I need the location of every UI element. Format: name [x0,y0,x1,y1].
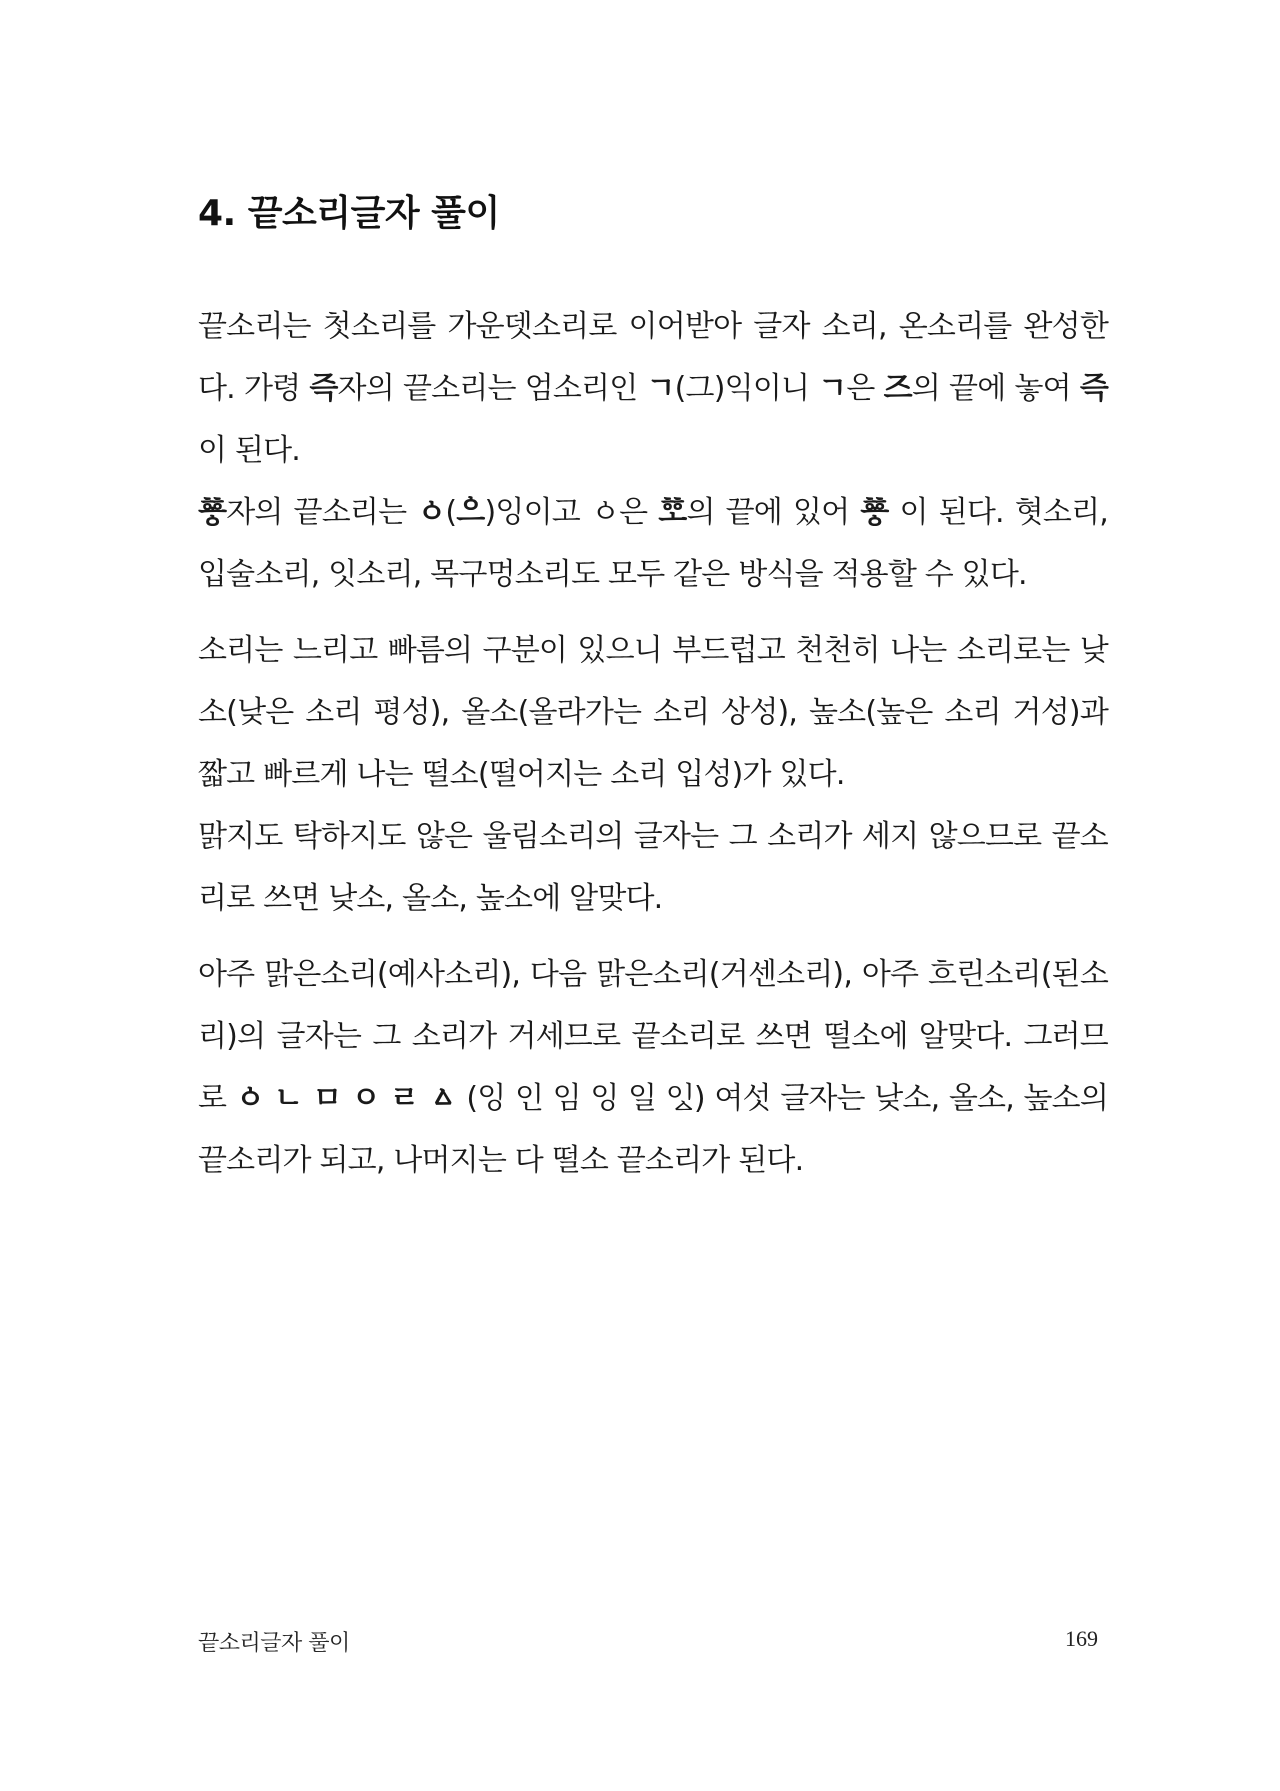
text-run: (그)익이니 [674,371,819,406]
example-syllable: 즉 [1079,371,1109,406]
example-syllable: ᅘᅩ [658,495,687,530]
example-syllable: ᅘᅩᇰ [860,495,889,530]
text-run: 자의 끝소리는 [226,495,418,530]
text-run: 자의 끝소리는 엄소리인 [337,371,647,406]
text-run: 끝소리는 첫소리를 가운뎃소리로 이어받아 글자 소리, 온소리를 완성한다. 가령 [198,309,1108,406]
example-syllable: ᅌᅳ [456,495,485,530]
example-syllable: 즉 [309,371,338,406]
paragraph-4: 맑지도 탁하지도 않은 울림소리의 글자는 그 소리가 세지 않으므로 끝소리로 쓰면 낮소, 올소, 높소에 알맞다. [198,819,1108,916]
example-jamo: ㆁ [417,495,446,530]
text-run: (잉 인 임 잉 일 이ᇫ) 여섯 글자는 낮소, 올소, 높소의 끝소리가 되고, 나머지는 다 떨소 끝소리가 된다. [198,1081,1108,1178]
text-run: 은 [846,371,884,406]
paragraph-1 [198,296,1108,482]
body-text [198,296,1108,1192]
text-run: 의 끝에 있어 [686,495,861,530]
example-jamo: ㄱ [646,371,675,406]
example-syllable: ᅘᅩᇰ [198,495,227,530]
paragraph-5 [198,944,1108,1192]
paragraph-2 [198,482,1108,606]
running-footer-title: 끝소리글자 풀이 [198,1631,350,1656]
text-run: 이 된다. [198,433,301,468]
text-run: 아주 맑은소리(예사소리), 다음 맑은소리(거센소리), 아주 흐린소리(된소리)의 글자는 그 소리가 거세므로 끝소리로 쓰면 떨소에 알맞다. 그러므로 [198,957,1108,1116]
text-run: 의 끝에 놓여 [911,371,1080,406]
paragraph-3: 소리는 느리고 빠름의 구분이 있으니 부드럽고 천천히 나는 소리로는 낮소(낮은 소리 평성), 올소(올라가는 소리 상성), 높소(높은 소리 거성)과 짧고 빠르게 나는 떨소(떨어지는 소리 입성)가 있다. [198,633,1108,792]
example-syllable: 즈 [883,371,912,406]
text-run: 이 된다. 혓소리, 입술소리, 잇소리, 목구멍소리도 모두 같은 방식을 적용할 수 있다. [198,495,1108,592]
text-run: )잉이고 ㆁ은 [484,495,659,530]
page-title: 4. 끝소리글자 풀이 [198,193,500,234]
page-number: 169 [1065,1626,1098,1651]
final-consonant-list: ㆁ ㄴ ㅁ ㅇ ㄹ ㅿ [235,1081,457,1116]
text-run: ( [445,495,457,530]
example-jamo: ㄱ [818,371,847,406]
